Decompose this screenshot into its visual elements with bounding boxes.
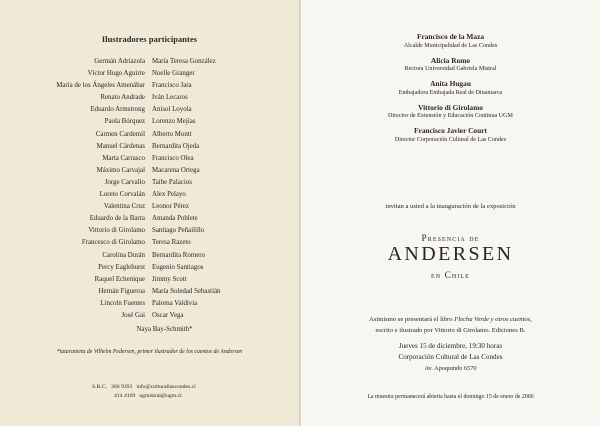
illustrator-name: Lorenzo Mejías	[152, 118, 196, 126]
illustrator-name: Noelle Granger	[152, 70, 195, 78]
closing-note: La muestra permanecerá abierta hasta el domingo 15 de enero de 2006	[367, 394, 534, 400]
event-date: Jueves 15 de diciembre, 19:30 horas	[398, 342, 503, 350]
illustrator-name: Marta Carrasco	[102, 154, 145, 162]
illustrator-row	[0, 274, 299, 286]
book-text-post: ,	[530, 316, 532, 323]
illustrator-name: Eduardo de la Barra	[89, 215, 145, 223]
illustrator-row	[0, 298, 299, 310]
illustrator-name: Máximo Carvajal	[96, 166, 145, 174]
illustrator-name: Iván Lecaros	[152, 94, 188, 102]
illustrator-name: Valentina Cruz	[103, 203, 145, 211]
illustrator-name: Percy Eaglehurst	[98, 263, 145, 271]
host-name: Anita Hugau	[430, 79, 471, 88]
illustrator-row	[0, 177, 299, 189]
illustrator-name: Paloma Valdivia	[152, 299, 198, 307]
book-text-pre: Asimismo se presentará el libro	[369, 316, 453, 323]
host-role: Rectora Universidad Gabriela Mistral	[404, 66, 497, 72]
illustrator-name: Renato Andrade	[100, 94, 145, 102]
illustrator-name: María de los Ángeles Amenábar	[56, 82, 145, 90]
host-name: Alicia Romo	[430, 55, 471, 65]
illustrator-name: Jorge Carvallo	[104, 178, 145, 186]
host-name: Francisco Javier Court	[414, 126, 487, 135]
contact-phone: 414 4169	[114, 392, 136, 399]
illustrator-row	[0, 201, 299, 213]
illustrator-name: María Teresa González	[152, 58, 216, 65]
illustrator-name: Eduardo Armstrong	[90, 106, 145, 114]
illustrator-name: Taibe Palacios	[152, 178, 192, 186]
contact-row	[92, 392, 196, 401]
contact-email[interactable]: info@culturallascondes.cl	[136, 384, 196, 390]
illustrator-name: Teresa Razeto	[152, 239, 191, 247]
illustrator-row	[0, 286, 299, 298]
illustrator-row	[0, 80, 299, 92]
host-role: Director de Extensión y Educación Continua UGM	[388, 113, 513, 119]
illustrator-name: María Soledad Sebastián	[152, 287, 221, 295]
illustrators-title: Ilustradores participantes	[101, 35, 198, 44]
host-block	[301, 79, 600, 97]
event-address: Av. Apoquindo 6570	[424, 365, 477, 372]
exhibition-title-main: ANDERSEN	[387, 243, 514, 265]
footnote: *tataranieta de Vilhelm Pedersen, primer ilustrador de los cuentos de Andersen	[56, 349, 243, 355]
illustrator-row	[0, 153, 299, 165]
host-name: Francisco de la Maza	[416, 32, 485, 41]
illustrator-name: Germán Adriazola	[94, 58, 145, 65]
contact-email[interactable]: ugmistral@ugm.cl	[139, 392, 182, 399]
illustrator-row	[0, 213, 299, 225]
illustrator-name: José Gai	[121, 311, 145, 319]
contact-row	[92, 383, 196, 392]
book-announcement	[301, 315, 600, 336]
illustrator-name: Bernardita Romero	[152, 251, 206, 259]
contact-label: S.R.C.	[92, 384, 108, 390]
illustrator-row	[0, 225, 299, 237]
illustrator-name: Leonor Pérez	[152, 203, 189, 211]
illustrator-name: Anisol Loyola	[152, 106, 192, 114]
illustrator-name: Bernardita Ojeda	[152, 142, 200, 150]
exhibition-title-post: en Chile	[431, 270, 470, 280]
illustrator-name: Manuel Cárdenas	[96, 142, 145, 150]
illustrator-name: Santiago Peñailillo	[152, 227, 205, 235]
illustrator-name: Raquel Echenique	[94, 275, 145, 283]
event-venue: Corporación Cultural de Las Condes	[398, 353, 503, 361]
illustrator-row	[0, 310, 299, 322]
invitation-text: invitan a usted a la inauguración de la exposición	[385, 203, 516, 210]
illustrator-name: Alex Pelayo	[152, 191, 186, 199]
illustrator-name: Oscar Vega	[152, 311, 184, 319]
left-page	[0, 0, 299, 426]
book-title: Flecha Verde y otros cuentos	[454, 316, 531, 323]
illustrator-name: Hernán Figueroa	[98, 287, 145, 295]
illustrator-name: Alberto Montt	[152, 130, 192, 138]
illustrator-row	[0, 92, 299, 104]
exhibition-title-pre: Presencia de	[421, 233, 480, 243]
illustrator-row	[0, 189, 299, 201]
host-block	[301, 103, 600, 121]
illustrator-name: Paola Bórquez	[104, 118, 145, 126]
illustrator-row	[0, 116, 299, 128]
illustrator-name: Víctor Hugo Aguirre	[87, 70, 145, 78]
illustrator-name: Francisco Olea	[152, 154, 194, 162]
host-block	[301, 32, 600, 50]
illustrator-row	[0, 237, 299, 249]
hosts-list	[301, 32, 600, 150]
host-block	[301, 56, 600, 74]
host-name: Vittorio di Girolamo	[418, 102, 483, 112]
illustrator-name: Macarena Ortega	[152, 166, 200, 174]
illustrator-name: Carmen Cardemil	[95, 130, 145, 138]
illustrator-name: Loreto Corvalán	[99, 191, 145, 199]
illustrator-name: Jimmy Scott	[152, 275, 187, 283]
illustrator-row	[0, 104, 299, 116]
host-role: Alcalde Municipalidad de Las Condes	[403, 42, 498, 49]
illustrator-row	[0, 141, 299, 153]
host-block	[301, 126, 600, 144]
illustrator-name: Eugenio Santiagos	[152, 263, 204, 271]
illustrator-extra: Naya Bay-Schmith*	[136, 326, 193, 333]
illustrator-row	[0, 165, 299, 177]
illustrator-row	[0, 250, 299, 262]
illustrator-name: Carolina Durán	[102, 251, 145, 259]
illustrator-name: Lincoln Fuentes	[100, 299, 145, 307]
book-credit: escrito e ilustrado por Vittorio di Girolamo. Ediciones B.	[375, 326, 526, 334]
contact-info	[92, 383, 196, 400]
host-role: Director Corporación Cultural de Las Condes	[394, 136, 507, 143]
illustrator-name: Vittorio di Girolamo	[88, 227, 145, 235]
illustrator-name: Amanda Poblete	[152, 215, 198, 223]
event-details	[301, 341, 600, 374]
illustrators-list	[0, 56, 299, 322]
illustrator-row	[0, 262, 299, 274]
illustrator-name: Francisco Jara	[152, 82, 192, 90]
illustrator-row	[0, 68, 299, 80]
illustrator-row	[0, 56, 299, 68]
illustrator-name: Francesco di Girolamo	[81, 239, 145, 247]
right-page	[301, 0, 600, 426]
illustrator-row	[0, 129, 299, 141]
contact-phone: 366 9393	[111, 384, 133, 390]
host-role: Embajadora Embajada Real de Dinamarca	[398, 89, 503, 96]
